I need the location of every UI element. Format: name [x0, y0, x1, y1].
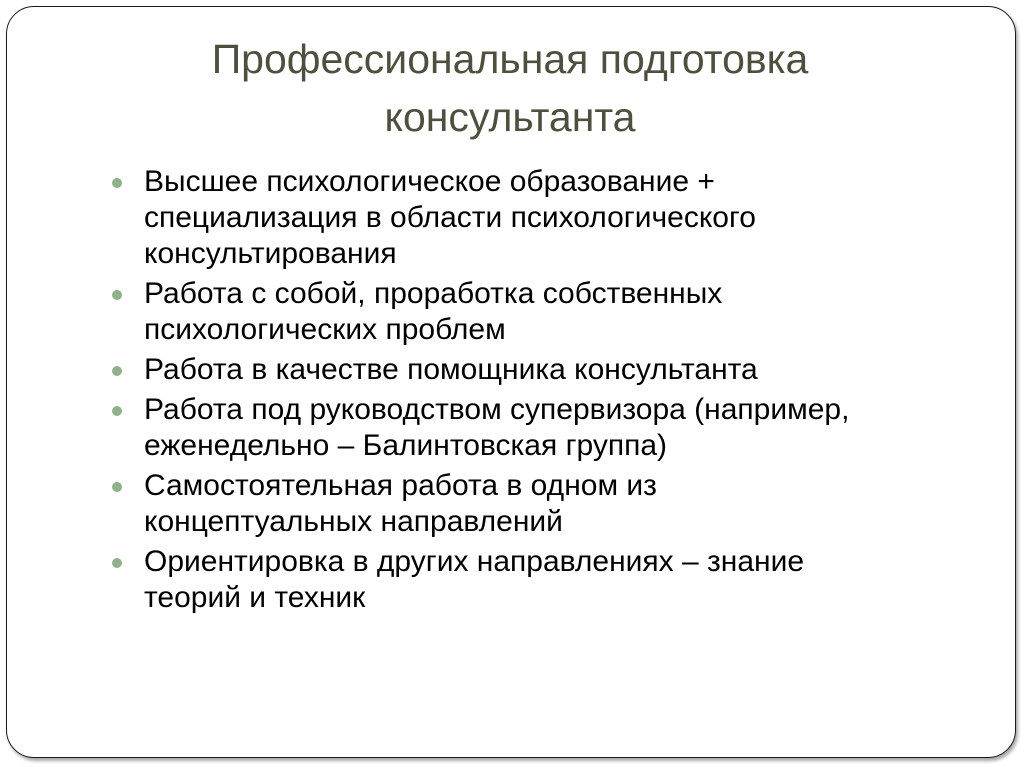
bullet-line: Самостоятельная работа в одном из	[144, 469, 657, 502]
bullet-dot-icon	[112, 178, 122, 188]
bullet-line: еженедельно – Балинтовская группа)	[144, 429, 668, 462]
bullet-dot-icon	[112, 406, 122, 416]
bullet-dot-icon	[112, 290, 122, 300]
bullet-line: Работа с собой, проработка собственных	[144, 277, 723, 310]
bullet-line: психологических проблем	[144, 313, 506, 346]
bullet-line: Работа в качестве помощника консультанта	[144, 353, 758, 386]
bullet-line: специализация в области психологического	[144, 201, 756, 234]
bullet-dot-icon	[112, 482, 122, 492]
bullet-list	[110, 164, 970, 620]
bullet-item-supervision	[110, 392, 970, 464]
bullet-dot-icon	[112, 558, 122, 568]
bullet-line: консультирования	[144, 237, 397, 270]
bullet-line: концептуальных направлений	[144, 505, 563, 538]
bullet-item-orientation	[110, 544, 970, 616]
bullet-item-education	[110, 164, 970, 272]
bullet-line: Работа под руководством супервизора (например,	[144, 393, 850, 426]
bullet-line: Ориентировка в других направлениях – знание	[144, 545, 805, 578]
bullet-line: теорий и техник	[144, 581, 366, 614]
bullet-item-assistant	[110, 352, 970, 388]
bullet-item-self-work	[110, 276, 970, 348]
slide-title	[140, 30, 880, 146]
bullet-dot-icon	[112, 366, 122, 376]
slide-title-line-2: консультанта	[384, 94, 636, 140]
bullet-item-independent-work	[110, 468, 970, 540]
slide-title-line-1: Профессиональная подготовка	[211, 36, 809, 82]
bullet-line: Высшее психологическое образование +	[144, 165, 715, 198]
